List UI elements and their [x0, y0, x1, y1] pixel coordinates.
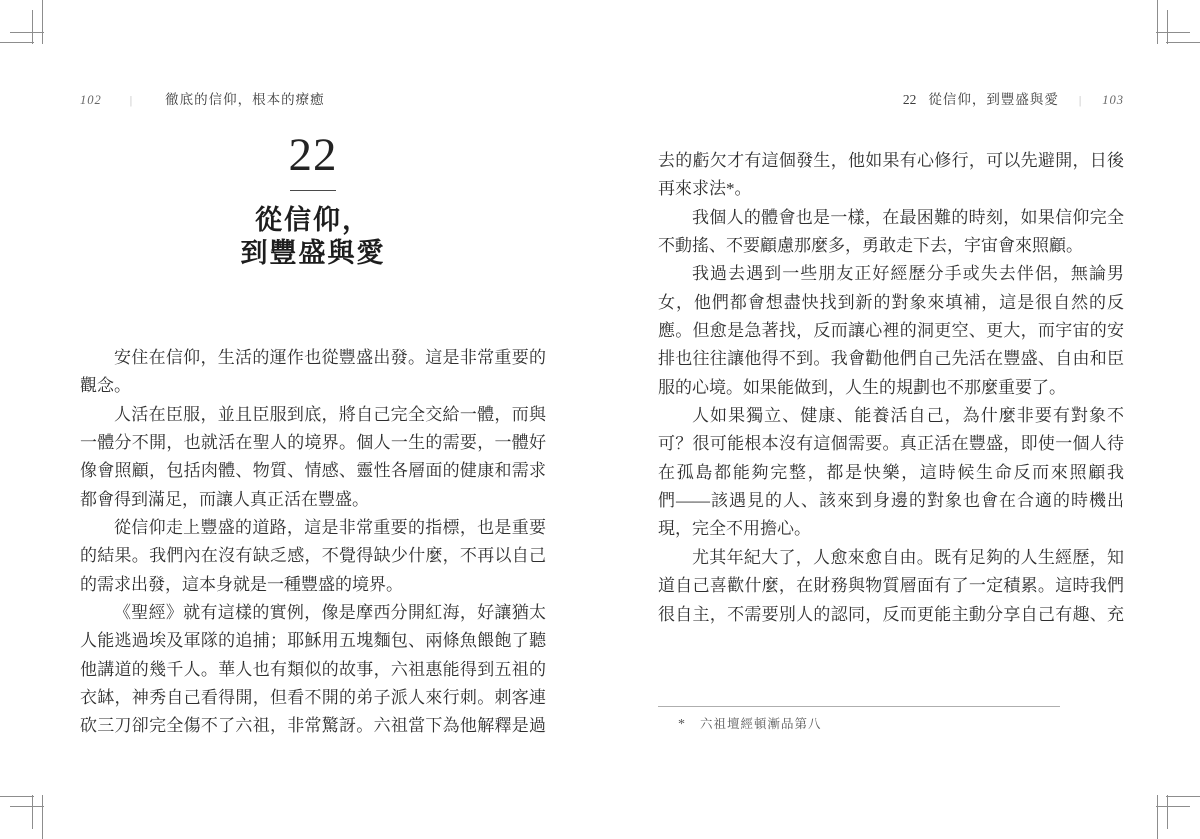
body-line: 安住在信仰，生活的運作也從豐盛出發。這是非常重要的 [114, 348, 546, 367]
page-number-right: 103 [1102, 93, 1124, 107]
page-right [658, 0, 1124, 839]
body-line: 人如果獨立、健康、能養活自己，為什麼非要有對象不 [692, 406, 1124, 426]
body-line: 一體分不開，也就活在聖人的境界。個人一生的需要，一體好 [80, 433, 546, 453]
body-text-left [80, 344, 546, 741]
chapter-number-underline [290, 190, 336, 191]
body-line: 不動搖、不要顧慮那麼多，勇敢走下去，宇宙會來照顧。 [658, 236, 1083, 256]
body-line: 的結果。我們內在沒有缺乏感，不覺得缺少什麼，不再以自己 [80, 546, 546, 566]
body-line: 觀念。 [80, 376, 131, 396]
header-divider: | [129, 93, 134, 107]
body-line: 現，完全不用擔心。 [658, 519, 811, 539]
body-line: 很自主，不需要別人的認同，反而更能主動分享自己有趣、充 [658, 604, 1124, 624]
header-divider: | [1078, 93, 1083, 107]
footnote-marker: * [678, 717, 686, 732]
footnote-text: 六祖壇經頓漸品第八 [700, 717, 822, 731]
running-title-chapter: 從信仰，到豐盛與愛 [928, 92, 1059, 107]
body-line: 《聖經》就有這樣的實例，像是摩西分開紅海，好讓猶太 [114, 603, 546, 623]
body-line: 人能逃過埃及軍隊的追捕；耶穌用五塊麵包、兩條魚餵飽了聽 [80, 631, 546, 651]
body-line: 他講道的幾千人。華人也有類似的故事，六祖惠能得到五祖的 [80, 659, 546, 679]
chapter-title-line-1: 從信仰， [255, 205, 371, 235]
page-number-left: 102 [80, 93, 102, 107]
body-line: 去的虧欠才有這個發生，他如果有心修行，可以先避開，日後 [658, 151, 1124, 170]
body-line: 排也往往讓他得不到。我會勸他們自己先活在豐盛、自由和臣 [658, 349, 1124, 369]
chapter-title [80, 204, 546, 270]
footnote [658, 714, 1124, 733]
crop-mark-top-left [0, 0, 44, 44]
chapter-number: 22 [288, 129, 338, 181]
body-line: 可？很可能根本沒有這個需要。真正活在豐盛，即使一個人待 [658, 434, 1124, 454]
body-line: 女，他們都會想盡快找到新的對象來填補，這是很自然的反 [658, 292, 1124, 312]
body-line: 在孤島都能夠完整，都是快樂，這時候生命反而來照顧我 [658, 462, 1124, 482]
crop-mark-bottom-left [0, 795, 44, 839]
running-chapter-number: 22 [902, 92, 917, 107]
body-line: 從信仰走上豐盛的道路，這是非常重要的指標，也是重要 [114, 518, 546, 538]
body-line: 我過去遇到一些朋友正好經歷分手或失去伴侶，無論男 [692, 264, 1124, 284]
body-line: 像會照顧，包括肉體、物質、情感、靈性各層面的健康和需求 [80, 461, 546, 481]
body-line: 衣缽，神秀自己看得開，但看不開的弟子派人來行刺。刺客連 [80, 688, 546, 708]
chapter-title-line-2: 到豐盛與愛 [240, 238, 386, 268]
body-line: 服的心境。如果能做到，人生的規劃也不那麼重要了。 [658, 377, 1066, 397]
body-line: 砍三刀卻完全傷不了六祖，非常驚訝。六祖當下為他解釋是過 [80, 716, 546, 736]
body-line: 們——該遇見的人、該來到身邊的對象也會在合適的時機出 [658, 491, 1124, 511]
body-line: 都會得到滿足，而讓人真正活在豐盛。 [80, 489, 369, 509]
crop-mark-bottom-right [1156, 795, 1200, 839]
body-line: 我個人的體會也是一樣，在最困難的時刻，如果信仰完全 [692, 207, 1124, 227]
body-line: 再來求法*。 [658, 179, 752, 199]
footnote-divider [658, 706, 1060, 707]
page-left [80, 0, 546, 839]
body-line: 的需求出發，這本身就是一種豐盛的境界。 [80, 574, 403, 594]
body-line: 應。但愈是急著找，反而讓心裡的洞更空、更大，而宇宙的安 [658, 321, 1124, 341]
running-title-book: 徹底的信仰，根本的療癒 [165, 92, 325, 107]
running-head-right [658, 88, 1124, 108]
body-line: 人活在臣服，並且臣服到底，將自己完全交給一體，而與 [114, 404, 546, 424]
crop-mark-top-right [1156, 0, 1200, 44]
body-text-right [658, 147, 1124, 629]
body-line: 尤其年紀大了，人愈來愈自由。既有足夠的人生經歷，知 [692, 547, 1124, 567]
chapter-heading [80, 126, 546, 270]
body-line: 道自己喜歡什麼，在財務與物質層面有了一定積累。這時我們 [658, 576, 1124, 596]
running-head-left [80, 88, 546, 108]
